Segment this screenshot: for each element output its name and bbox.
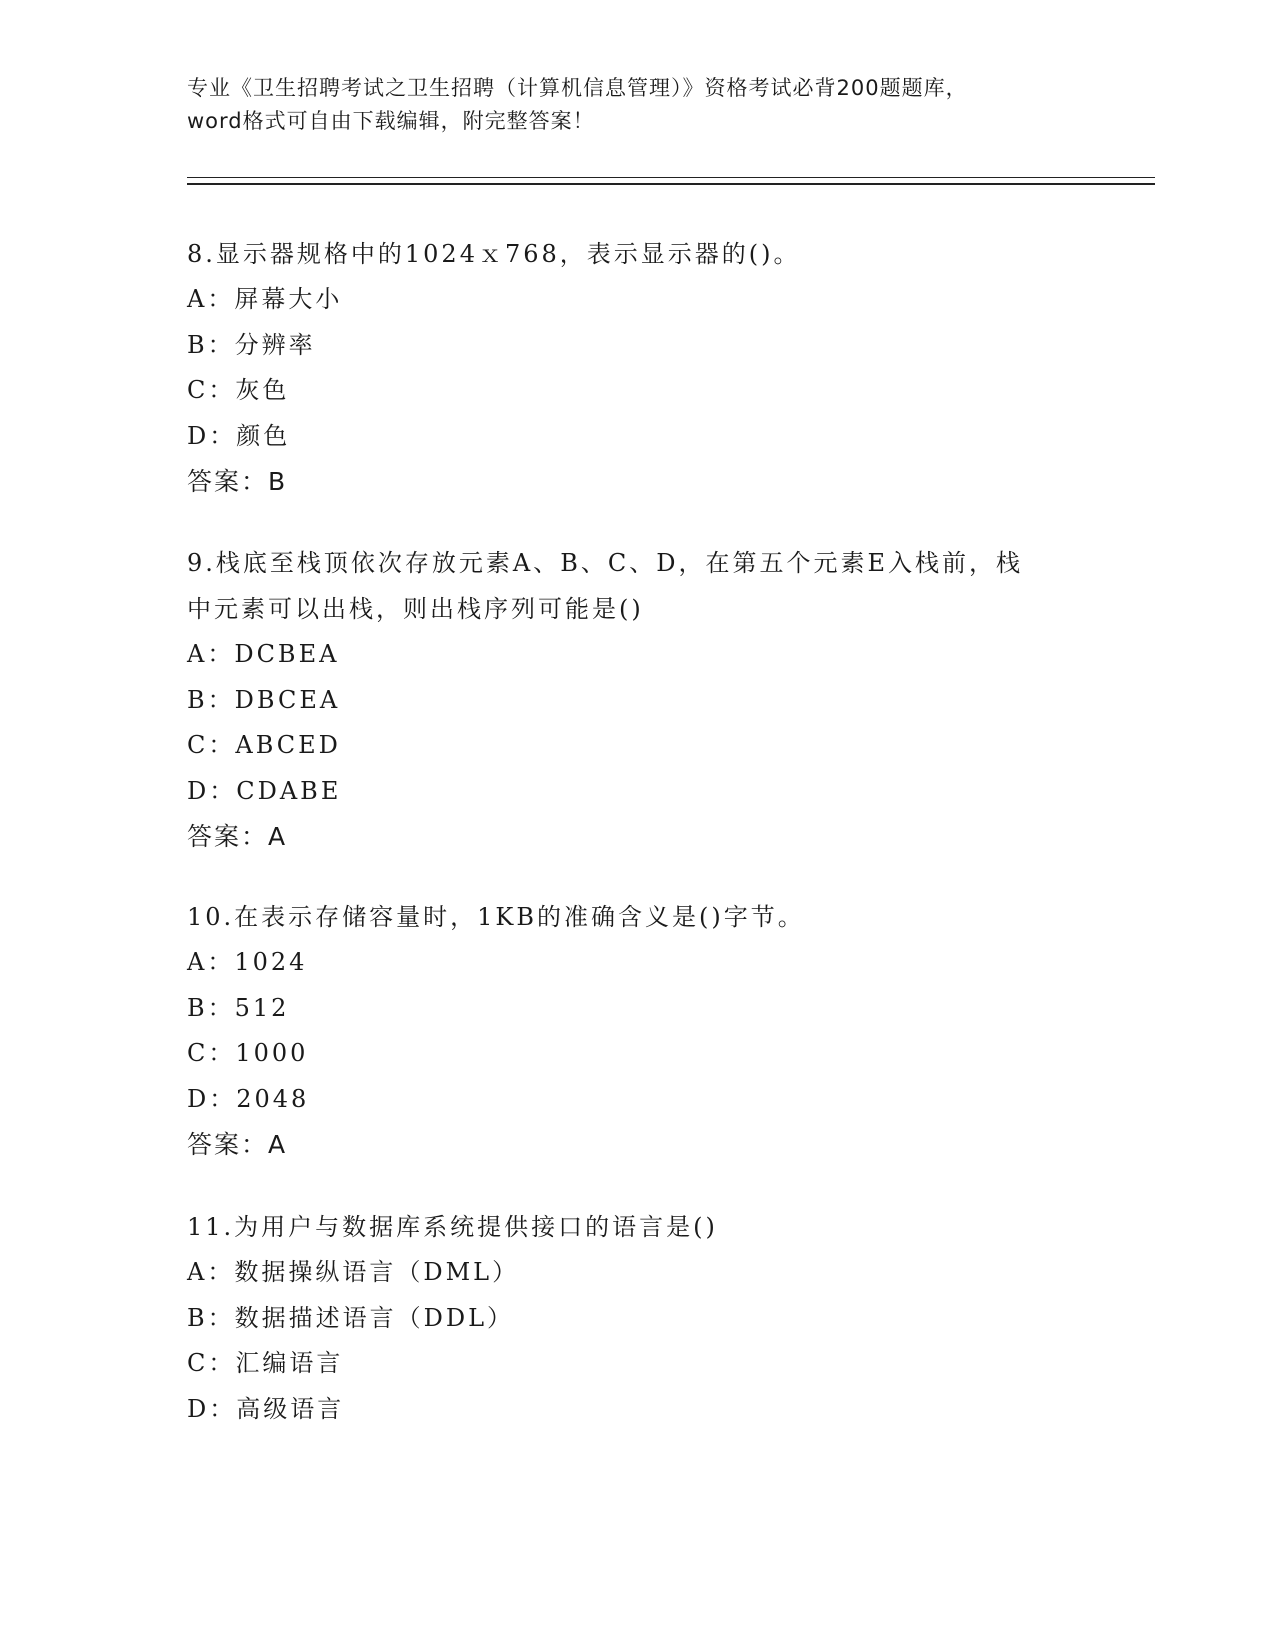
question-8 bbox=[187, 231, 1087, 505]
question-9 bbox=[187, 540, 1087, 860]
header-divider-top bbox=[187, 177, 1155, 178]
option-c: C：1000 bbox=[187, 1039, 309, 1067]
option-b: B：数据描述语言（DDL） bbox=[187, 1303, 515, 1332]
question-stem bbox=[187, 540, 1087, 632]
option-a: A：数据操纵语言（DML） bbox=[187, 1258, 520, 1286]
question-stem bbox=[187, 1204, 1087, 1250]
option-b: B：512 bbox=[187, 993, 290, 1022]
option-c: C：ABCED bbox=[187, 731, 341, 759]
question-11 bbox=[187, 1204, 1087, 1432]
question-stem-line: 9.栈底至栈顶依次存放元素A、B、C、D，在第五个元素E入栈前，栈 bbox=[187, 549, 1023, 577]
header-line-1: 专业《卫生招聘考试之卫生招聘（计算机信息管理）》资格考试必背200题题库， bbox=[187, 76, 968, 100]
option-b: B：分辨率 bbox=[187, 330, 316, 359]
option-c: C：灰色 bbox=[187, 376, 290, 404]
option-d: D：高级语言 bbox=[187, 1394, 345, 1423]
question-stem bbox=[187, 894, 1087, 940]
document-header bbox=[187, 72, 1087, 138]
header-line-2: word格式可自由下载编辑，附完整答案！ bbox=[187, 109, 595, 133]
header-divider-bottom bbox=[187, 183, 1155, 185]
answer-label: 答案：A bbox=[187, 822, 288, 851]
option-a: A：1024 bbox=[187, 948, 308, 976]
question-stem-line: 中元素可以出栈，则出栈序列可能是() bbox=[187, 595, 644, 623]
option-c: C：汇编语言 bbox=[187, 1349, 344, 1377]
answer-label: 答案：A bbox=[187, 1130, 288, 1159]
question-stem-line: 11.为用户与数据库系统提供接口的语言是() bbox=[187, 1213, 718, 1241]
answer-label: 答案：B bbox=[187, 467, 288, 496]
option-a: A：屏幕大小 bbox=[187, 285, 343, 313]
question-stem-line: 8.显示器规格中的1024ｘ768，表示显示器的()。 bbox=[187, 240, 801, 268]
option-a: A：DCBEA bbox=[187, 640, 340, 668]
question-stem-line: 10.在表示存储容量时，1KB的准确含义是()字节。 bbox=[187, 903, 805, 931]
question-10 bbox=[187, 894, 1087, 1168]
option-d: D：2048 bbox=[187, 1084, 310, 1113]
option-b: B：DBCEA bbox=[187, 685, 341, 714]
option-d: D：CDABE bbox=[187, 776, 342, 805]
question-stem bbox=[187, 231, 1087, 277]
option-d: D：颜色 bbox=[187, 421, 291, 450]
